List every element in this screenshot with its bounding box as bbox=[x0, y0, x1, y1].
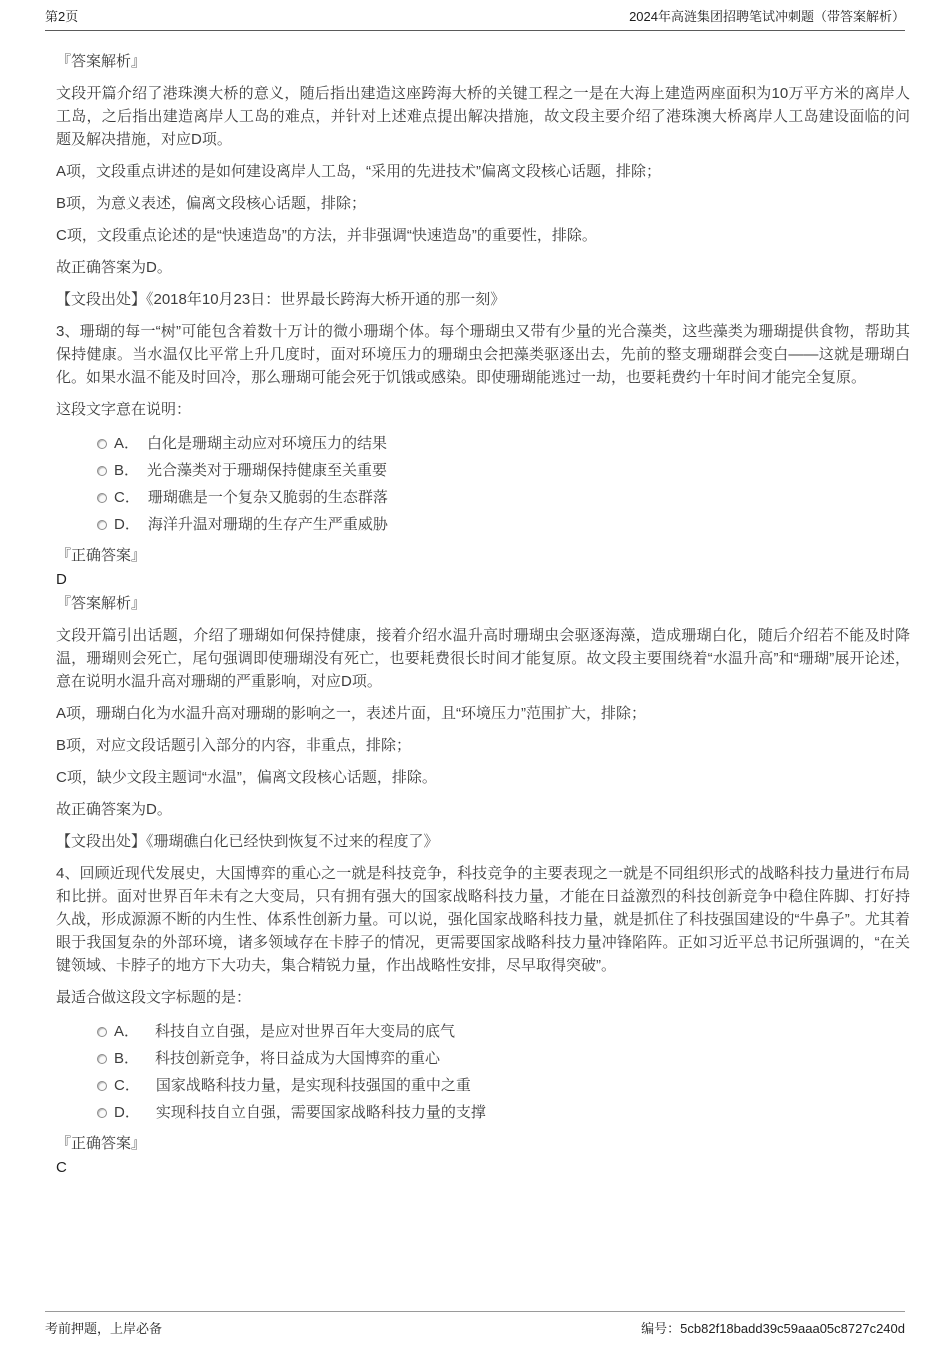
analysis-paragraph: 文段开篇介绍了港珠澳大桥的意义，随后指出建造这座跨海大桥的关键工程之一是在大海上建造两座面积为10万平方米的离岸人工岛，之后指出建造离岸人工岛的难点，并针对上述难点提出解决措施，故文段主要介绍了港珠澳大桥离岸人工岛建设面临的问题及解决措施，对应D项。 bbox=[56, 85, 910, 148]
correct-answer-value: D bbox=[56, 571, 67, 588]
radio-button[interactable] bbox=[97, 493, 107, 503]
option-row-b[interactable] bbox=[97, 457, 910, 484]
option-letter: B． bbox=[114, 462, 140, 479]
option-row-c[interactable] bbox=[97, 1072, 910, 1099]
option-b-note: B项，为意义表述，偏离文段核心话题，排除； bbox=[56, 195, 367, 212]
correct-answer-label: 『正确答案』 bbox=[56, 547, 147, 564]
page-footer bbox=[45, 1311, 905, 1337]
option-row-d[interactable] bbox=[97, 1099, 910, 1126]
option-text: 实现科技自立自强，需要国家战略科技力量的支撑 bbox=[155, 1104, 486, 1121]
radio-button[interactable] bbox=[97, 1054, 107, 1064]
option-row-c[interactable] bbox=[97, 484, 910, 511]
question4-options bbox=[97, 1018, 910, 1126]
option-b-note: B项，对应文段话题引入部分的内容，非重点，排除； bbox=[56, 737, 412, 754]
option-letter: C． bbox=[114, 1077, 140, 1094]
option-letter: B． bbox=[114, 1050, 140, 1067]
correct-answer-label: 『正确答案』 bbox=[56, 1135, 147, 1152]
option-row-a[interactable] bbox=[97, 1018, 910, 1045]
option-letter: A． bbox=[114, 435, 140, 452]
footer-document-id: 编号：5cb82f18badd39c59aaa05c8727c240d bbox=[641, 1321, 905, 1336]
question3-options bbox=[97, 430, 910, 538]
option-text: 珊瑚礁是一个复杂又脆弱的生态群落 bbox=[147, 489, 388, 506]
radio-button[interactable] bbox=[97, 1027, 107, 1037]
analysis-label: 『答案解析』 bbox=[56, 595, 147, 612]
question4-prompt: 最适合做这段文字标题的是： bbox=[56, 989, 252, 1006]
conclusion-line: 故正确答案为D。 bbox=[56, 801, 172, 818]
analysis-label: 『答案解析』 bbox=[56, 53, 147, 70]
correct-answer-value: C bbox=[56, 1159, 67, 1176]
option-text: 光合藻类对于珊瑚保持健康至关重要 bbox=[147, 462, 388, 479]
option-text: 海洋升温对珊瑚的生存产生严重威胁 bbox=[147, 516, 388, 533]
option-row-d[interactable] bbox=[97, 511, 910, 538]
radio-button[interactable] bbox=[97, 466, 107, 476]
question3-stem: 3、珊瑚的每一“树”可能包含着数十万计的微小珊瑚个体。每个珊瑚虫又带有少量的光合藻类，这些藻类为珊瑚提供食物，帮助其保持健康。当水温仅比平常上升几度时，面对环境压力的珊瑚虫会把藻类驱逐出去，先前的整支珊瑚群会变白——这就是珊瑚白化。如果水温不能及时回冷，那么珊瑚可能会死于饥饿或感染。即使珊瑚能逃过一劫，也要耗费约十年时间才能完全复原。 bbox=[56, 323, 910, 386]
page-number: 第2页 bbox=[45, 9, 79, 24]
option-letter: D． bbox=[114, 1104, 140, 1121]
source-line: 【文段出处】《2018年10月23日：世界最长跨海大桥开通的那一刻》 bbox=[56, 291, 506, 308]
option-letter: D． bbox=[114, 516, 140, 533]
option-row-a[interactable] bbox=[97, 430, 910, 457]
option-a-note: A项，珊瑚白化为水温升高对珊瑚的影响之一，表述片面，且“环境压力”范围扩大，排除； bbox=[56, 705, 646, 722]
option-text: 科技自立自强，是应对世界百年大变局的底气 bbox=[155, 1023, 456, 1040]
analysis-paragraph: 文段开篇引出话题，介绍了珊瑚如何保持健康，接着介绍水温升高时珊瑚虫会驱逐海藻，造成珊瑚白化，随后介绍若不能及时降温，珊瑚则会死亡，尾句强调即使珊瑚没有死亡，也要耗费很长时间才能复原。故文段主要围绕着“水温升高”和“珊瑚”展开论述，意在说明水温升高对珊瑚的严重影响，对应D项。 bbox=[56, 627, 910, 690]
radio-button[interactable] bbox=[97, 1108, 107, 1118]
option-c-note: C项，缺少文段主题词“水温”，偏离文段核心话题，排除。 bbox=[56, 769, 437, 786]
option-text: 白化是珊瑚主动应对环境压力的结果 bbox=[147, 435, 388, 452]
option-a-note: A项，文段重点讲述的是如何建设离岸人工岛，“采用的先进技术”偏离文段核心话题，排除； bbox=[56, 163, 661, 180]
document-body bbox=[56, 50, 910, 1180]
document-title: 2024年高涟集团招聘笔试冲刺题（带答案解析） bbox=[629, 9, 905, 24]
option-letter: C． bbox=[114, 489, 140, 506]
page-header bbox=[45, 6, 905, 31]
radio-button[interactable] bbox=[97, 439, 107, 449]
option-letter: A． bbox=[114, 1023, 140, 1040]
option-row-b[interactable] bbox=[97, 1045, 910, 1072]
option-text: 科技创新竞争，将日益成为大国博弈的重心 bbox=[155, 1050, 441, 1067]
option-c-note: C项，文段重点论述的是“快速造岛”的方法，并非强调“快速造岛”的重要性，排除。 bbox=[56, 227, 597, 244]
radio-button[interactable] bbox=[97, 1081, 107, 1091]
option-text: 国家战略科技力量，是实现科技强国的重中之重 bbox=[155, 1077, 471, 1094]
question3-prompt: 这段文字意在说明： bbox=[56, 401, 192, 418]
question4-stem: 4、回顾近现代发展史，大国博弈的重心之一就是科技竞争，科技竞争的主要表现之一就是不同组织形式的战略科技力量进行布局和比拼。面对世界百年未有之大变局，只有拥有强大的国家战略科技力量，才能在日益激烈的科技创新竞争中稳住阵脚、打好持久战，形成源源不断的内生性、体系性创新力量。可以说，强化国家战略科技力量，就是抓住了科技强国建设的“牛鼻子”。尤其着眼于我国复杂的外部环境，诸多领域存在卡脖子的情况，更需要国家战略科技力量冲锋陷阵。正如习近平总书记所强调的，“在关键领域、卡脖子的地方下大功夫，集合精锐力量，作出战略性安排，尽早取得突破”。 bbox=[56, 865, 910, 974]
conclusion-line: 故正确答案为D。 bbox=[56, 259, 172, 276]
radio-button[interactable] bbox=[97, 520, 107, 530]
footer-slogan: 考前押题，上岸必备 bbox=[45, 1321, 163, 1336]
source-line: 【文段出处】《珊瑚礁白化已经快到恢复不过来的程度了》 bbox=[56, 833, 439, 850]
